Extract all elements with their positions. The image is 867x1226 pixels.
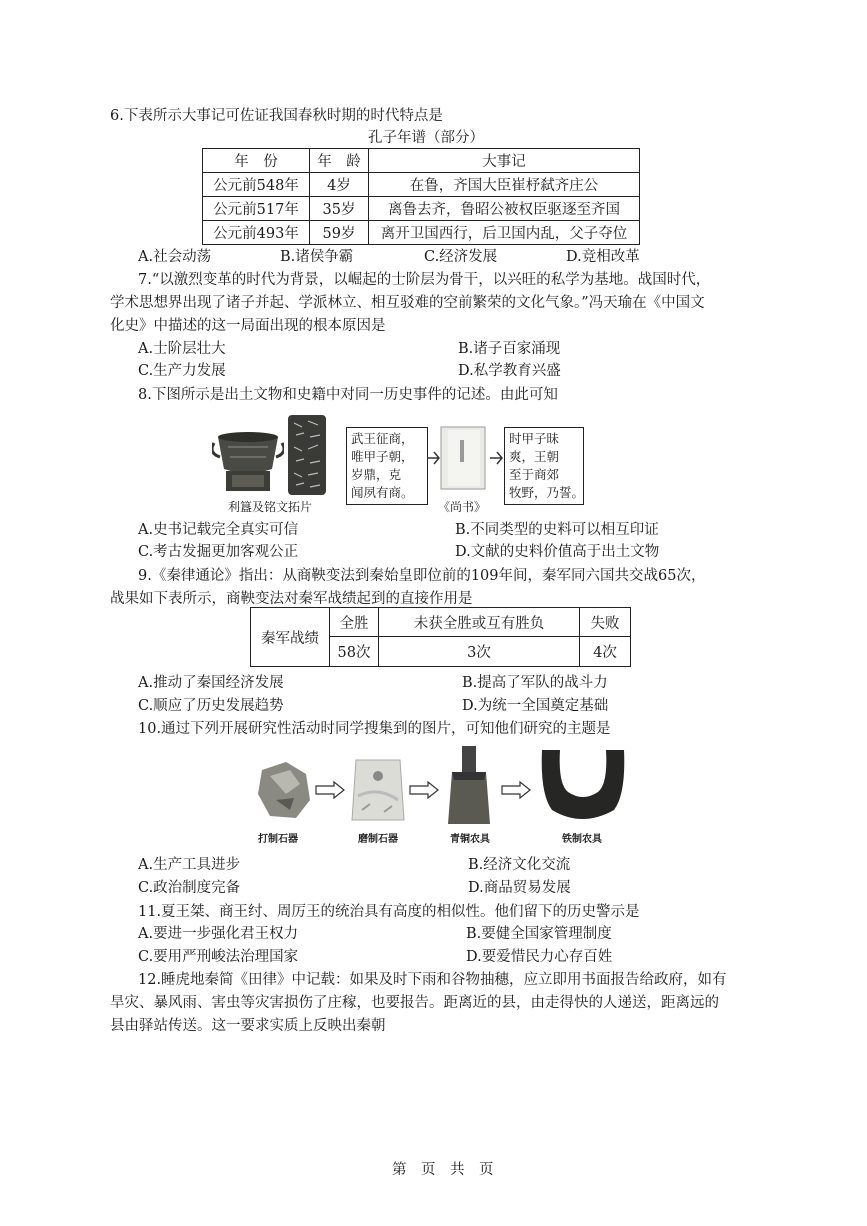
q9-value: 58次	[330, 637, 379, 667]
q8-option-c: C.考古发掘更加客观公正	[138, 544, 299, 560]
q9-value: 4次	[580, 637, 631, 667]
q11-option-d: D.要爱惜民力心存百姓	[466, 949, 613, 965]
q6-table	[202, 148, 640, 245]
q6-header-event: 大事记	[369, 149, 640, 173]
right-arrow-icon	[425, 446, 441, 470]
q11-stem: 11.夏王桀、商王纣、周厉王的统治具有高度的相似性。他们留下的历史警示是	[138, 904, 640, 920]
right-arrow-icon	[500, 780, 532, 800]
q8-shangshu-text-box: 时甲子昧 爽，王朝 至于商郊 牧野，乃誓。	[504, 427, 584, 505]
q6-cell: 离开卫国西行，后卫国内乱，父子夺位	[369, 221, 640, 245]
q11-option-a: A.要进一步强化君王权力	[138, 926, 299, 942]
q6-cell: 离鲁去齐，鲁昭公被权臣驱逐至齐国	[369, 197, 640, 221]
q6-stem: 6.下表所示大事记可佐证我国春秋时期的时代特点是	[110, 108, 443, 124]
q6-header-year: 年 份	[203, 149, 310, 173]
q7-line1: 7.“以激烈变革的时代为背景，以崛起的士阶层为骨干，以兴旺的私学为基地。战国时代，	[138, 272, 711, 288]
q9-row-label: 秦军战绩	[251, 608, 330, 667]
right-arrow-icon	[488, 446, 504, 470]
q8-inscription-text-box: 武王征商， 唯甲子朝， 岁鼎，克 闻夙有商。	[346, 427, 428, 505]
chipped-stone-tool-image	[256, 760, 312, 822]
q6-cell: 公元前548年	[203, 173, 310, 197]
q9-value: 3次	[379, 637, 580, 667]
right-arrow-icon	[314, 780, 346, 800]
bronze-gui-vessel-image	[212, 427, 284, 493]
bronze-farm-tool-image	[444, 746, 494, 826]
q7-option-a: A.士阶层壮大	[138, 341, 226, 357]
q11-option-b: B.要健全国家管理制度	[466, 926, 612, 942]
page-footer: 第 页 共 页	[392, 1162, 494, 1178]
q8-option-a: A.史书记载完全真实可信	[138, 522, 299, 538]
q9-option-b: B.提高了军队的战斗力	[462, 675, 608, 691]
q6-header-age: 年 龄	[310, 149, 369, 173]
q6-option-d: D.竞相改革	[566, 249, 640, 265]
q10-option-d: D.商品贸易发展	[468, 880, 571, 896]
q10-stem: 10.通过下列开展研究性活动时同学搜集到的图片，可知他们研究的主题是	[138, 721, 611, 737]
q6-option-c: C.经济发展	[424, 249, 498, 265]
q10-caption: 打制石器	[258, 834, 298, 845]
q9-table	[250, 607, 631, 667]
q8-caption-shangshu: 《尚书》	[438, 500, 487, 514]
q9-header: 全胜	[330, 608, 379, 637]
q9-option-d: D.为统一全国奠定基础	[462, 698, 609, 714]
q9-header: 未获全胜或互有胜负	[379, 608, 580, 637]
q10-caption: 磨制石器	[358, 834, 398, 845]
q7-line3: 化史》中描述的这一局面出现的根本原因是	[110, 318, 386, 334]
q6-cell: 4岁	[310, 173, 369, 197]
q9-header: 失败	[580, 608, 631, 637]
q9-option-a: A.推动了秦国经济发展	[138, 675, 284, 691]
q10-caption: 铁制农具	[562, 834, 602, 845]
q6-cell: 在鲁，齐国大臣崔杼弑齐庄公	[369, 173, 640, 197]
q6-cell: 35岁	[310, 197, 369, 221]
q9-option-c: C.顺应了历史发展趋势	[138, 698, 284, 714]
right-arrow-icon	[408, 780, 440, 800]
q12-line3: 县由驿站传送。这一要求实质上反映出秦朝	[110, 1018, 386, 1034]
q12-line1: 12.睡虎地秦简《田律》中记载：如果及时下雨和谷物抽穗，应立即用书面报告给政府，如有	[138, 972, 727, 988]
q12-line2: 旱灾、暴风雨、害虫等灾害损伤了庄稼，也要报告。距离近的县，由走得快的人递送，距离远的	[110, 995, 719, 1011]
polished-stone-tool-image	[348, 756, 408, 824]
q11-option-c: C.要用严刑峻法治理国家	[138, 949, 299, 965]
q6-option-b: B.诸侯争霸	[280, 249, 354, 265]
q9-line2: 战果如下表所示，商鞅变法对秦军战绩起到的直接作用是	[110, 591, 473, 607]
q6-table-title: 孔子年谱（部分）	[368, 130, 484, 146]
q7-option-b: B.诸子百家涌现	[458, 341, 561, 357]
inscription-rubbing-image	[288, 415, 326, 495]
shangshu-book-image	[440, 426, 486, 490]
q10-option-c: C.政治制度完备	[138, 880, 241, 896]
q8-caption-ligui: 利簋及铭文拓片	[228, 500, 313, 514]
q8-option-b: B.不同类型的史料可以相互印证	[455, 522, 659, 538]
q8-stem: 8.下图所示是出土文物和史籍中对同一历史事件的记述。由此可知	[138, 387, 558, 403]
q6-cell: 59岁	[310, 221, 369, 245]
q7-option-c: C.生产力发展	[138, 363, 226, 379]
q6-cell: 公元前517年	[203, 197, 310, 221]
iron-farm-tool-image	[538, 744, 628, 824]
q7-option-d: D.私学教育兴盛	[458, 363, 561, 379]
q10-caption: 青铜农具	[450, 834, 490, 845]
q10-option-b: B.经济文化交流	[468, 857, 571, 873]
q6-option-a: A.社会动荡	[138, 249, 212, 265]
q7-line2: 学术思想界出现了诸子并起、学派林立、相互驳难的空前繁荣的文化气象。”冯天瑜在《中国文	[110, 295, 705, 311]
q10-option-a: A.生产工具进步	[138, 857, 241, 873]
q6-cell: 公元前493年	[203, 221, 310, 245]
q8-option-d: D.文献的史料价值高于出土文物	[455, 544, 660, 560]
q9-line1: 9.《秦律通论》指出：从商鞅变法到秦始皇即位前的109年间，秦军同六国共交战65次，	[138, 568, 706, 584]
